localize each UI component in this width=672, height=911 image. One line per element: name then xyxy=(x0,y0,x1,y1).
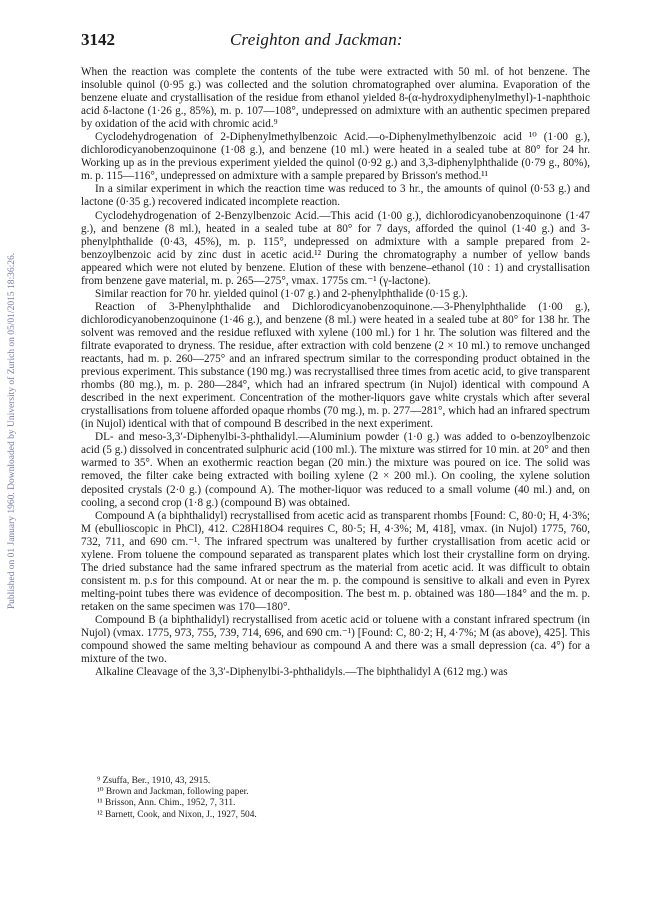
side-publication-note-container xyxy=(8,150,22,710)
paragraph: Reaction of 3-Phenylphthalide and Dichlorodicyanobenzoquinone.—3-Phenylphthalide (1·00 g.), dichlorodicyanobenzoquinone (1·46 g.), and benzene (8 ml.) were heated in a sealed tube at 80° for 138 hr. The solvent was removed and the residue refluxed with xylene (100 ml.) for 1 hr. The solution was filtered and the filtrate evaporated to dryness. The residue, after extraction with cold benzene (2 × 10 ml.) to remove unchanged reactants, had m. p. 260—275° and an infrared spectrum similar to the corresponding product obtained in the previous experiment. This substance (190 mg.) was recrystallised three times from acetic acid, to give transparent rhombs (80 mg.), m. p. 280—284°, which had an infrared spectrum (in Nujol) identical with compound A described in the next experiment. Concentration of the mother-liquors gave white crystals which after several crystallisations from toluene afforded opaque rhombs (70 mg.), m. p. 277—281°, which had an infrared spectrum (in Nujol) identical with that of compound B described in the next experiment. xyxy=(81,300,590,431)
paragraph: DL- and meso-3,3′-Diphenylbi-3-phthalidyl.—Aluminium powder (1·0 g.) was added to o-benzoylbenzoic acid (5 g.) dissolved in concentrated sulphuric acid (100 ml.). The mixture was stirred for 10 min. at 20° and then warmed to 35°. When an exothermic reaction began (20 min.) the mixture was poured on ice. The solid was removed, the filter cake being extracted with boiling xylene (2 × 200 ml.). On cooling, the xylene solution deposited crystals (2·0 g.) (compound A). The mother-liquor was reduced to a small volume (40 ml.) and, on cooling, a second crop (1·8 g.) (compound B) was obtained. xyxy=(81,431,590,509)
footnotes xyxy=(81,776,590,821)
paragraph: Cyclodehydrogenation of 2-Diphenylmethylbenzoic Acid.—o-Diphenylmethylbenzoic acid ¹⁰ (1·00 g.), dichlorodicyanobenzoquinone (1·08 g.), and benzene (10 ml.) were heated in a sealed tube at 80° for 24 hr. Working up as in the previous experiment yielded the quinol (0·92 g.) and 3,3-diphenylphthalide (0·79 g., 80%), m. p. 115—116°, undepressed on admixture with a sample prepared by Brisson's method.¹¹ xyxy=(81,131,590,183)
footnote: ¹⁰ Brown and Jackman, following paper. xyxy=(97,787,249,798)
article-body xyxy=(81,66,590,679)
paragraph: Alkaline Cleavage of the 3,3′-Diphenylbi-3-phthalidyls.—The biphthalidyl A (612 mg.) was xyxy=(95,666,508,679)
paragraph: Compound B (a biphthalidyl) recrystallised from acetic acid or toluene with a constant infrared spectrum (in Nujol) (νmax. 1775, 973, 755, 739, 714, 696, and 690 cm.⁻¹) [Found: C, 80·2; H, 4·7%; M (as above), 425]. This compound showed the same melting behaviour as compound A and there was a small depression (ca. 4°) for a mixture of the two. xyxy=(81,613,590,666)
footnote: ⁹ Zsuffa, Ber., 1910, 43, 2915. xyxy=(97,776,211,786)
paragraph: Similar reaction for 70 hr. yielded quinol (1·07 g.) and 2-phenylphthalide (0·15 g.). xyxy=(95,287,468,300)
paragraph: Cyclodehydrogenation of 2-Benzylbenzoic Acid.—This acid (1·00 g.), dichlorodicyanobenzoquinone (1·47 g.), and benzene (8 ml.), heated in a sealed tube at 80° for 7 days, afforded the quinol (1·40 g.) and 3-phenylphthalide (0·43, 45%), m. p. 115°, undepressed on admixture with a sample prepared from 2-benzoylbenzoic acid by zinc dust in acetic acid.¹² During the chromatography a number of yellow bands appeared which were not eluted by benzene. Elution of these with benzene–ethanol (10 : 1) and crystallisation from benzene gave material, m. p. 265—275°, νmax. 1775s cm.⁻¹ (γ-lactone). xyxy=(81,209,590,287)
paragraph: Compound A (a biphthalidyl) recrystallised from acetic acid as transparent rhombs [Found: C, 80·0; H, 4·3%; M (ebullioscopic in PhCl), 412. C28H18O4 requires C, 80·5; H, 4·3%; M, 418], νmax. (in Nujol) 1775, 760, 732, 711, and 690 cm.⁻¹. The infrared spectrum was unaltered by further crystallisation from acetic acid or xylene. From toluene the compound separated as transparent plates which lost their crystalline form on drying. The dried substance had the same infrared spectrum as the material from acetic acid. It was difficult to obtain consistent m. p.s for this compound. At or near the m. p. the compound is sensitive to alkali and even in Pyrex melting-point tubes there was evidence of decomposition. The best m. p. obtained was 180—184° and the m. p. retaken on the same specimen was 170—180°. xyxy=(81,509,590,613)
side-publication-note: Published on 01 January 1960. Downloaded by University of Zurich on 05/01/2015 18:36:26. xyxy=(7,252,17,610)
footnote: ¹² Barnett, Cook, and Nixon, J., 1927, 504. xyxy=(97,809,257,820)
paragraph: In a similar experiment in which the reaction time was reduced to 3 hr., the amounts of quinol (0·53 g.) and lactone (0·35 g.) recovered indicated incomplete reaction. xyxy=(81,183,590,209)
page-number: 3142 xyxy=(81,30,115,49)
running-head: Creighton and Jackman: xyxy=(230,30,403,49)
footnote: ¹¹ Brisson, Ann. Chim., 1952, 7, 311. xyxy=(97,798,236,809)
paragraph: When the reaction was complete the contents of the tube were extracted with 50 ml. of hot benzene. The insoluble quinol (0·95 g.) was collected and the solution chromatographed over alumina. Evaporation of the benzene eluate and crystallisation of the residue from ethanol yielded 8-(α-hydroxydiphenylmethyl)-1-naphthoic acid δ-lactone (1·26 g., 85%), m. p. 107—108°, undepressed on admixture with an authentic specimen prepared by oxidation of the acid with chromic acid.⁹ xyxy=(81,66,590,131)
